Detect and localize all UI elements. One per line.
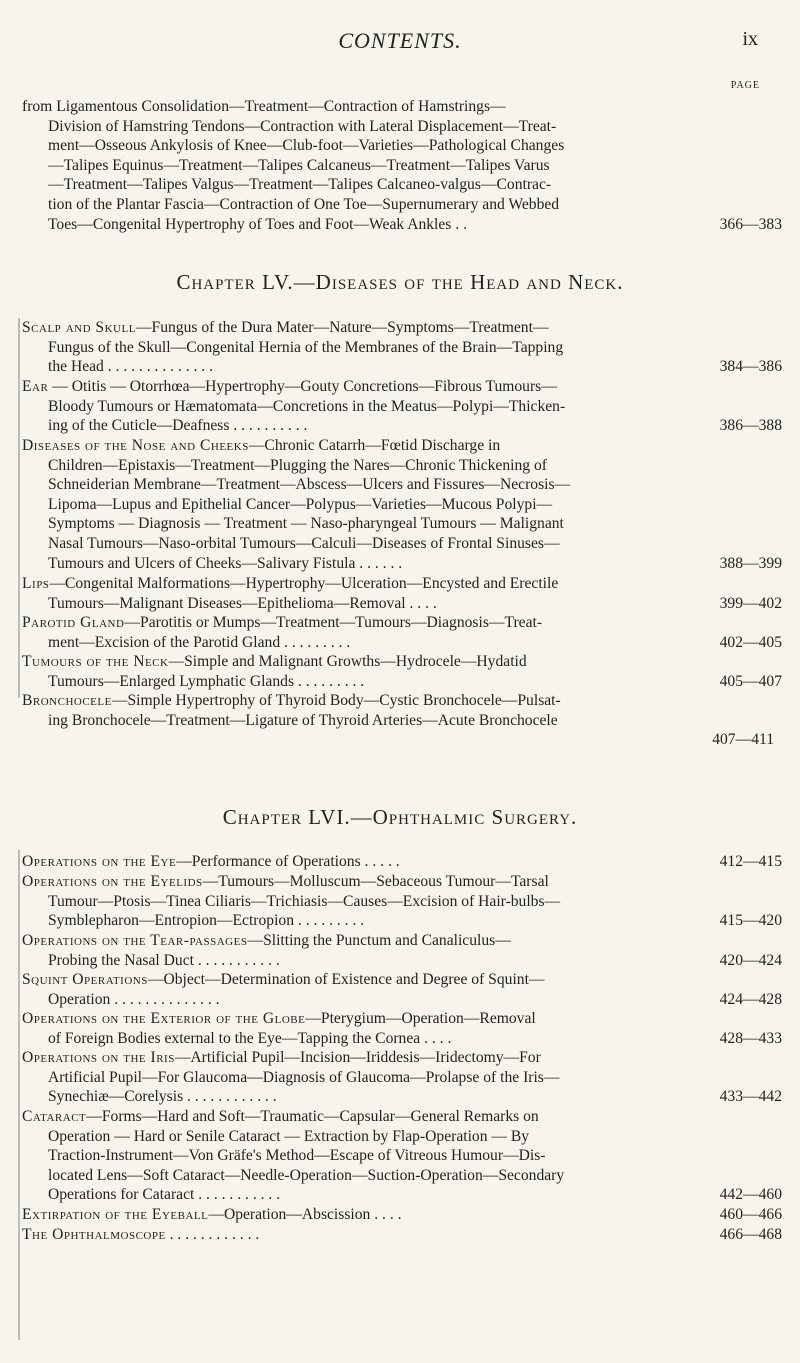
entry-head: Operations on the Eyelids: [22, 873, 203, 890]
page-range: 412—415: [719, 853, 782, 870]
page-range: 424—428: [719, 990, 782, 1008]
entry-head: Bronchocele: [22, 692, 112, 709]
toc-line: ing Bronchocele—Treatment—Ligature of Thyroid Arteries—Acute Bronchocele: [48, 711, 558, 729]
toc-line: tion of the Plantar Fascia—Contraction of One Toe—Supernumerary and Webbed: [48, 195, 560, 213]
toc-line: Tumours—Malignant Diseases—Epithelioma—Removal . . . .: [48, 594, 437, 612]
page-range: 466—468: [719, 1226, 782, 1243]
page-range: 420—424: [719, 951, 782, 969]
toc-line: Probing the Nasal Duct . . . . . . . . . . .: [48, 951, 280, 969]
toc-line: Fungus of the Skull—Congenital Hernia of the Membranes of the Brain—Tapping: [48, 338, 564, 356]
page-range: 386—388: [719, 417, 782, 435]
entry-head: Extirpation of the Eyeball: [22, 1206, 209, 1223]
toc-line: —Parotitis or Mumps—Treatment—Tumours—Diagnosis—Treat-: [124, 614, 543, 631]
toc-line: —Operation—Abscission . . . .: [208, 1206, 402, 1223]
page-range: 407—411: [712, 731, 774, 749]
page-range: 405—407: [719, 672, 782, 690]
chapter-heading: Chapter LVI.—Ophthalmic Surgery.: [222, 805, 578, 829]
toc-line: Children—Epistaxis—Treatment—Plugging the Nares—Chronic Thickening of: [48, 456, 547, 474]
toc-line: —Simple and Malignant Growths—Hydrocele—Hydatid: [168, 653, 527, 670]
toc-line: Symblepharon—Entropion—Ectropion . . . . . . . . .: [48, 912, 365, 930]
toc-line: of Foreign Bodies external to the Eye—Tapping the Cornea . . . .: [48, 1029, 452, 1047]
toc-line: —Talipes Equinus—Treatment—Talipes Calcaneus—Treatment—Talipes Varus: [48, 156, 550, 174]
toc-line: Tumours and Ulcers of Cheeks—Salivary Fistula . . . . . .: [48, 554, 403, 572]
toc-line: —Congenital Malformations—Hypertrophy—Ulceration—Encysted and Erectile: [49, 575, 559, 592]
toc-line: ment—Excision of the Parotid Gland . . . . . . . . .: [48, 633, 351, 651]
toc-line: . . . . . . . . . . . .: [165, 1226, 260, 1243]
entry-head: Operations on the Exterior of the Globe: [22, 1010, 306, 1027]
toc-line: —Pterygium—Operation—Removal: [305, 1010, 536, 1027]
toc-line: —Forms—Hard and Soft—Traumatic—Capsular—General Remarks on: [86, 1108, 539, 1125]
toc-line: Bloody Tumours or Hæmatomata—Concretions in the Meatus—Polypi—Thicken-: [48, 397, 566, 415]
page-range: 442—460: [719, 1186, 782, 1204]
margin-rule: [18, 850, 20, 1340]
page-range: 402—405: [719, 633, 782, 651]
toc-entry: [22, 377, 782, 436]
toc-line: — Otitis — Otorrhœa—Hypertrophy—Gouty Concretions—Fibrous Tumours—: [48, 378, 557, 395]
entry-head: Tumours of the Neck: [22, 653, 169, 670]
entry-head: Operations on the Tear-passages: [22, 932, 248, 949]
page-column-label: PAGE: [730, 80, 760, 91]
toc-line: Synechiæ—Corelysis . . . . . . . . . . . .: [48, 1088, 277, 1106]
toc-entry: [22, 436, 782, 573]
entry-head: Parotid Gland: [22, 614, 125, 631]
toc-line: from Ligamentous Consolidation—Treatment—Contraction of Hamstrings—: [22, 98, 506, 115]
toc-line: Operations for Cataract . . . . . . . . . . .: [48, 1186, 281, 1204]
toc-line: —Treatment—Talipes Valgus—Treatment—Talipes Calcaneo-valgus—Contrac-: [48, 176, 552, 194]
toc-entry: [22, 970, 782, 1009]
page-range: 399—402: [719, 594, 782, 612]
page-range: 433—442: [719, 1088, 782, 1106]
page-range: 384—386: [719, 358, 782, 376]
entry-head: Diseases of the Nose and Cheeks: [22, 437, 249, 454]
toc-line: Traction-Instrument—Von Gräfe's Method—Escape of Vitreous Humour—Dis-: [48, 1147, 546, 1165]
toc-line: Tumours—Enlarged Lymphatic Glands . . . . . . . . .: [48, 672, 365, 690]
toc-entry: [22, 652, 782, 691]
toc-line: —Performance of Operations . . . . .: [176, 853, 400, 870]
toc-entry: [22, 691, 782, 750]
page-range: 460—466: [719, 1206, 782, 1223]
toc-entry: [22, 1048, 782, 1107]
page-range: 366—383: [719, 215, 782, 233]
page-range: 388—399: [719, 554, 782, 572]
toc-entry: [22, 872, 782, 931]
entry-head: Squint Operations: [22, 971, 148, 988]
toc-line: Symptoms — Diagnosis — Treatment — Naso-pharyngeal Tumours — Malignant: [48, 515, 564, 533]
entry-head: Lips: [22, 575, 50, 592]
toc-line: Schneiderian Membrane—Treatment—Abscess—Ulcers and Fissures—Necrosis—: [48, 476, 571, 494]
toc-entry-continuation: [22, 97, 782, 234]
running-head: CONTENTS.: [338, 28, 462, 53]
page-range: 415—420: [719, 912, 782, 930]
toc-entry: [22, 613, 782, 652]
toc-line: Lipoma—Lupus and Epithelial Cancer—Polypus—Varieties—Mucous Polypi—: [48, 495, 553, 513]
toc-line: ment—Osseous Ankylosis of Knee—Club-foot—Varieties—Pathological Changes: [48, 137, 565, 155]
entry-head: Operations on the Eye: [22, 853, 177, 870]
toc-line: the Head . . . . . . . . . . . . . .: [48, 358, 214, 376]
entry-head: The Ophthalmoscope: [22, 1226, 166, 1243]
chapter-heading: Chapter LV.—Diseases of the Head and Neck.: [176, 270, 624, 294]
toc-line: located Lens—Soft Cataract—Needle-Operation—Suction-Operation—Secondary: [48, 1166, 565, 1184]
toc-line: —Slitting the Punctum and Canaliculus—: [247, 932, 511, 949]
toc-line: —Object—Determination of Existence and Degree of Squint—: [147, 971, 545, 988]
toc-entry: [22, 1225, 782, 1245]
toc-line: —Tumours—Molluscum—Sebaceous Tumour—Tarsal: [202, 873, 549, 890]
margin-rule: [18, 318, 20, 698]
toc-entry: [22, 574, 782, 613]
toc-line: ing of the Cuticle—Deafness . . . . . . . . . .: [48, 417, 308, 435]
toc-entry: [22, 852, 782, 872]
toc-entry: [22, 1107, 782, 1205]
toc-line: Nasal Tumours—Naso-orbital Tumours—Calculi—Diseases of Frontal Sinuses—: [48, 534, 560, 552]
toc-line: Tumour—Ptosis—Tinea Ciliaris—Trichiasis—Causes—Excision of Hair-bulbs—: [48, 892, 561, 910]
toc-line: Operation — Hard or Senile Cataract — Extraction by Flap-Operation — By: [48, 1127, 530, 1145]
toc-line: —Fungus of the Dura Mater—Nature—Symptoms—Treatment—: [135, 319, 549, 336]
toc-line: Toes—Congenital Hypertrophy of Toes and Foot—Weak Ankles . .: [48, 215, 467, 233]
entry-head: Operations on the Iris: [22, 1049, 175, 1066]
entry-head: Scalp and Skull: [22, 319, 136, 336]
toc-entry: [22, 318, 782, 377]
toc-line: —Artificial Pupil—Incision—Iriddesis—Iridectomy—For: [174, 1049, 541, 1066]
toc-line: —Chronic Catarrh—Fœtid Discharge in: [248, 437, 501, 454]
toc-line: Division of Hamstring Tendons—Contraction with Lateral Displacement—Treat-: [48, 117, 557, 135]
toc-entry: [22, 1009, 782, 1048]
page-range: 428—433: [719, 1029, 782, 1047]
entry-head: Cataract: [22, 1108, 87, 1125]
entry-head: Ear: [22, 378, 49, 395]
toc-entry: [22, 931, 782, 970]
page-number: ix: [742, 28, 758, 50]
toc-entry: [22, 1205, 782, 1225]
toc-line: Operation . . . . . . . . . . . . . .: [48, 990, 220, 1008]
toc-line: Artificial Pupil—For Glaucoma—Diagnosis of Glaucoma—Prolapse of the Iris—: [48, 1068, 560, 1086]
toc-line: —Simple Hypertrophy of Thyroid Body—Cystic Bronchocele—Pulsat-: [111, 692, 561, 709]
